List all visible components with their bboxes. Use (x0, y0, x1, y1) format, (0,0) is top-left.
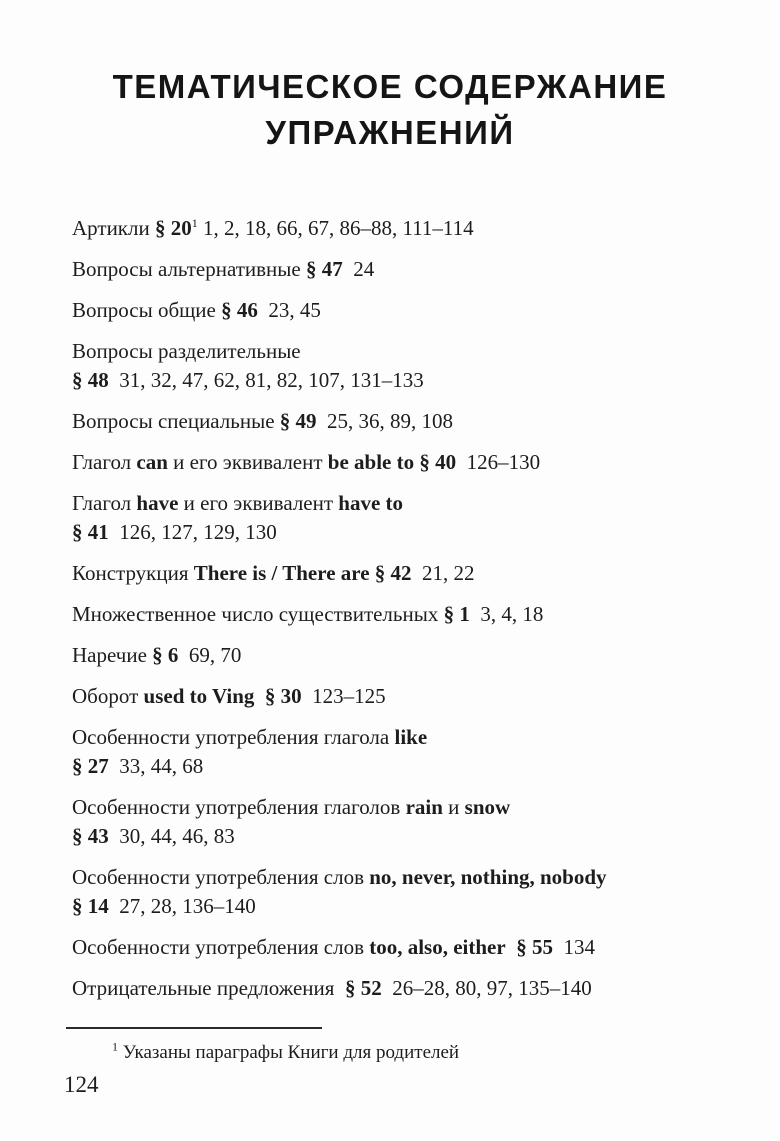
page-title (0, 0, 780, 156)
toc-entry-text: 69, 70 (178, 643, 242, 667)
toc-entry-text: 126, 127, 129, 130 (108, 520, 277, 544)
toc-entry-text: и его эквивалент (167, 450, 328, 474)
toc-entry-line (72, 723, 724, 752)
footnote (112, 1040, 459, 1066)
toc-entry-bold-text: be able to (327, 450, 415, 474)
toc-entry-text: 3, 4, 18 (469, 602, 544, 626)
toc-entry-text: Вопросы разделительные (72, 339, 301, 363)
page-title-line-2: УПРАЖНЕНИЙ (265, 114, 515, 151)
toc-entry (72, 407, 724, 436)
toc-entry-text: 126–130 (456, 450, 541, 474)
toc-entry-bold-text: § 52 (344, 976, 382, 1000)
toc-entry-text: 25, 36, 89, 108 (316, 409, 454, 433)
toc-entry-bold-text: There is / There are (193, 561, 370, 585)
toc-entry-text: и его эквивалент (178, 491, 339, 515)
toc-entry-text: 134 (552, 935, 595, 959)
toc-entry-text: Артикли (72, 216, 155, 240)
toc-entry-text: 33, 44, 68 (108, 754, 204, 778)
toc-entry-bold-text: § 43 (72, 824, 109, 848)
toc-entry-bold-text: § 55 (516, 935, 553, 959)
toc-entry-line (72, 559, 724, 588)
toc-entry-line (72, 933, 724, 962)
toc-entry-text: Отрицательные предложения (72, 976, 345, 1000)
toc-entry (72, 214, 724, 243)
toc-entry (72, 723, 724, 781)
toc-entry-text: Наречие (72, 643, 153, 667)
toc-entry-text: Глагол (72, 450, 137, 474)
toc-entry-text: и (442, 795, 465, 819)
toc-entry (72, 600, 724, 629)
toc-entry-text: Глагол (72, 491, 137, 515)
toc-entry-bold-text: have (136, 491, 179, 515)
toc-entry-bold-text: § 49 (279, 409, 317, 433)
toc-entry (72, 641, 724, 670)
toc-entry-line (72, 752, 724, 781)
toc-entry-bold-text: § 6 (152, 643, 179, 667)
page-number: 124 (64, 1072, 99, 1097)
toc-entry-bold-text: can (136, 450, 168, 474)
toc-entry-bold-text: § 42 (374, 561, 412, 585)
toc-entry-line (72, 214, 724, 243)
toc-entry-line (72, 863, 724, 892)
toc-entry-bold-text: § 20 (154, 216, 192, 240)
toc-entry-text: Вопросы общие (72, 298, 222, 322)
toc-entry-text: 21, 22 (411, 561, 475, 585)
toc-entry-line (72, 448, 724, 477)
toc-entry-text: Особенности употребления слов (72, 865, 370, 889)
toc-entry-bold-text: rain (405, 795, 443, 819)
toc-entry-line (72, 489, 724, 518)
toc-entry-text: 123–125 (301, 684, 386, 708)
toc-entry-line (72, 892, 724, 921)
toc-entry-text: 23, 45 (257, 298, 321, 322)
toc-entry-line (72, 337, 724, 366)
toc-entry-text: Особенности употребления глагола (72, 725, 395, 749)
toc-entry-text: Множественное число существительных (72, 602, 444, 626)
toc-entry-bold-text: like (394, 725, 428, 749)
toc-entry-text: 26–28, 80, 97, 135–140 (381, 976, 592, 1000)
toc-entry (72, 448, 724, 477)
toc-entry-text: 30, 44, 46, 83 (108, 824, 235, 848)
toc-entry (72, 974, 724, 1003)
toc-entry-bold-text: used to Ving (143, 684, 255, 708)
toc-entry-bold-text: § 41 (72, 520, 109, 544)
toc-entry-text: Вопросы альтернативные (72, 257, 306, 281)
toc-entry (72, 933, 724, 962)
toc-entry (72, 255, 724, 284)
toc-entry (72, 489, 724, 547)
toc-entry-line (72, 641, 724, 670)
toc-entry-text: Оборот (72, 684, 144, 708)
toc-entry-line (72, 822, 724, 851)
toc-entry-text: 24 (342, 257, 375, 281)
footnote-marker: 1 (112, 1039, 118, 1054)
toc-entry-line (72, 600, 724, 629)
toc-entry-text: 1, 2, 18, 66, 67, 86–88, 111–114 (197, 216, 474, 240)
toc-entry-text: Особенности употребления слов (72, 935, 370, 959)
toc-entry-text: 27, 28, 136–140 (108, 894, 256, 918)
toc-entry (72, 337, 724, 395)
toc-entry (72, 296, 724, 325)
toc-entry-bold-text: § 30 (264, 684, 302, 708)
toc-entry-line (72, 407, 724, 436)
toc-entry-line (72, 255, 724, 284)
toc-entry-text (254, 684, 265, 708)
toc-entry-text (506, 935, 517, 959)
toc-entry-line (72, 793, 724, 822)
toc-entry-bold-text: § 1 (443, 602, 470, 626)
toc-entry-bold-text: § 47 (305, 257, 343, 281)
toc-entry (72, 793, 724, 851)
toc-entry-line (72, 974, 724, 1003)
toc-entry-bold-text: § 46 (221, 298, 258, 322)
toc-entry-line (72, 296, 724, 325)
footnote-reference: 1 (191, 216, 198, 230)
toc-entry-bold-text: no, never, nothing, nobody (369, 865, 607, 889)
footnote-divider (66, 1027, 322, 1029)
toc-entry-bold-text: have to (338, 491, 404, 515)
toc-entries (72, 214, 724, 1003)
toc-entry-text: 31, 32, 47, 62, 81, 82, 107, 131–133 (108, 368, 424, 392)
toc-entry-text: Особенности употребления глаголов (72, 795, 406, 819)
toc-entry-line (72, 682, 724, 711)
footnote-text: Указаны параграфы Книги для родителей (118, 1042, 460, 1063)
toc-entry-bold-text: § 40 (419, 450, 457, 474)
toc-entry-text: Конструкция (72, 561, 194, 585)
toc-entry-bold-text: snow (464, 795, 511, 819)
toc-entry-line (72, 366, 724, 395)
toc-entry-bold-text: § 48 (72, 368, 109, 392)
toc-entry-bold-text: too, also, either (369, 935, 506, 959)
toc-entry (72, 682, 724, 711)
toc-entry-line (72, 518, 724, 547)
toc-entry (72, 863, 724, 921)
toc-entry-bold-text: § 27 (72, 754, 109, 778)
toc-entry (72, 559, 724, 588)
page-title-line-1: ТЕМАТИЧЕСКОЕ СОДЕРЖАНИЕ (112, 68, 668, 105)
toc-entry-text: Вопросы специальные (72, 409, 280, 433)
toc-entry-bold-text: § 14 (72, 894, 109, 918)
